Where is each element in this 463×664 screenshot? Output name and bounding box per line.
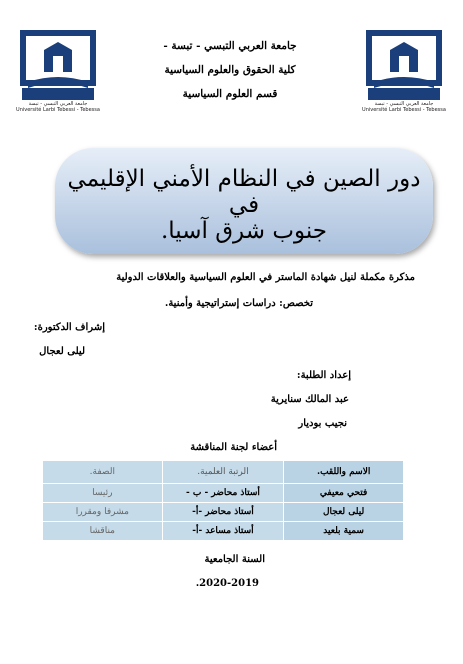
member-rank: أستاذ محاضر -أ- [162,503,284,522]
member-role: مشرفا ومقررا [43,503,163,522]
member-role: مناقشا [43,522,163,541]
header-cell: الصفة. [43,461,163,484]
memo-statement: مذكرة مكملة لنيل شهادة الماستر في العلوم السياسية والعلاقات الدولية [116,272,415,283]
logo-caption-right [360,101,448,113]
member-name: ليلى لعجال [284,503,404,522]
thesis-title-line2: جنوب شرق آسيا. [160,218,328,244]
academic-year-label: السنة الجامعية [204,554,265,565]
student-name: نجيب بوديار [298,418,347,429]
university-name: جامعة العربي التبسي - تبسة - [163,40,297,52]
faculty-name: كلية الحقوق والعلوم السياسية [164,64,296,76]
university-logo-right [364,28,444,102]
logo-caption-ar: جامعة العربي التبسي - تبسة [374,101,434,107]
university-logo-left [18,28,98,102]
table-row [43,503,404,522]
academic-year-value: 2020-2019. [195,578,259,589]
thesis-title-line1: دور الصين في النظام الأمني الإقليمي في [67,166,421,218]
logo-caption-fr: Université Larbi Tebessi - Tebessa [16,107,100,113]
committee-title: أعضاء لجنة المناقشة [190,442,277,453]
table-row [43,522,404,541]
member-rank: أستاذ مساعد -أ- [162,522,284,541]
member-rank: أستاذ محاضر - ب - [162,484,284,503]
student-name: عبد المالك سنايرية [270,394,349,405]
table-header-row [43,461,404,484]
supervisor-label: إشراف الدكتورة: [33,322,105,333]
table-row [43,484,404,503]
specialty: تخصص: دراسات إستراتيجية وأمنية. [164,298,313,309]
supervisor-name: ليلى لعجال [39,346,85,357]
member-name: سمية بلعيد [284,522,404,541]
prepared-by-label: إعداد الطلبة: [296,370,351,381]
department-name: قسم العلوم السياسية [182,88,278,100]
logo-caption-ar: جامعة العربي التبسي - تبسة [28,101,88,107]
member-name: فتحي معيفي [284,484,404,503]
member-role: رئيسا [43,484,163,503]
logo-caption-left [14,101,102,113]
logo-caption-fr: Université Larbi Tebessi - Tebessa [362,107,446,113]
header-cell: الرتبة العلمية. [162,461,284,484]
committee-table [42,460,404,541]
header-cell: الاسم واللقب. [284,461,404,484]
